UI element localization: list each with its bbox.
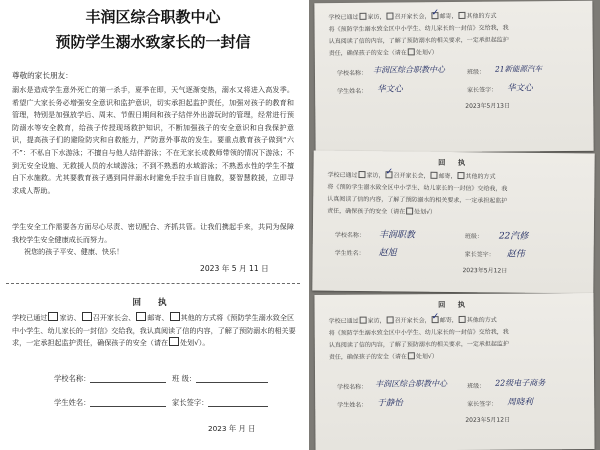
photo2-line1: 学校已通过 家访，✓召开家长会， 邮寄， 其他的方式 — [327, 167, 496, 181]
photo2-body3 — [327, 207, 436, 218]
photo3-date: 2023年5月12日 — [465, 416, 511, 424]
photo1-parent-value: 华文心 — [507, 83, 533, 94]
photo2-class-value: 22汽修 — [498, 231, 529, 242]
photo3-opt3: 邮寄， — [439, 316, 458, 325]
photo3-parent-label: 家长签字： — [467, 400, 498, 408]
photo2-header: 学校已通过 — [327, 171, 358, 179]
photo1-line1: 学校已通过 家访， 召开家长会，✓邮寄， 其他的方式 — [328, 8, 497, 22]
class-blank[interactable] — [196, 374, 268, 383]
photo1-class-value: 21新能源汽车 — [494, 64, 543, 74]
photo1-body4: 处划√） — [415, 49, 438, 57]
photo3-school-label: 学校名称： — [337, 383, 368, 391]
photo2-parent-value: 赵伟 — [506, 249, 525, 260]
photo3-opt1: 家访， — [367, 317, 386, 325]
checkbox-home-visit[interactable] — [48, 312, 58, 321]
student-name-field[interactable] — [54, 398, 166, 408]
photo2-title: 回 执 — [438, 157, 471, 168]
receipt-body — [12, 312, 296, 350]
photo3-school-value: 丰润区综合职教中心 — [375, 379, 448, 389]
photo2-student-label: 学生姓名： — [334, 249, 365, 258]
letter-closing: 祝您的孩子平安、健康、快乐！ — [24, 247, 124, 256]
photo3-class-label: 班级： — [467, 382, 486, 390]
class-label: 班 级： — [172, 374, 197, 383]
photo3-body3-text: 责任，确保孩子的安全（请在 — [328, 353, 407, 361]
receipt-opt3: 邮寄、 — [147, 313, 169, 322]
letter-paragraph-1: 溺水是造成学生意外死亡的第一杀手，夏季在即，天气逐渐变热，溺水又将进入高发季。希望广大家长务必增强安全意识和监护意识，切实承担起监护责任，加强对孩子的教育和管理，特别是加强放学后、周末、节假日期间和孩子结伴外出游玩时的管理，经常进行预防溺水等安全教育，给孩子传授现场救护知识，不断加强孩子的安全意识和自我保护意识，提高孩子们的避险防灾和自救能力，严防意外事故的发生。要重点教育孩子做到“六不”：不私自下水游泳；不擅自与他人结伴游泳；不在无家长或教师带领的情况下游泳；不到无安全设施、无救援人员的水域游泳；不到不熟悉的水域游泳；不熟悉水性的学生不擅自下水施救。尤其要教育孩子遇到同伴溺水时避免手拉手盲目施救，要智慧救援，立即寻求成人帮助。 — [12, 85, 294, 195]
letter-date: 2023 年 5 月 11 日 — [200, 264, 269, 273]
parent-signature-label: 家长签字： — [172, 398, 209, 407]
photo1-school-value: 丰润区综合职教中心 — [372, 65, 445, 75]
photo1-opt3: 邮寄， — [439, 12, 458, 21]
checkbox-sample — [169, 337, 179, 346]
cut-line-divider — [6, 283, 300, 284]
photo1-opt2: 召开家长会， — [394, 13, 431, 21]
photo1-opt4: 其他的方式 — [466, 12, 497, 20]
receipt-photo-3 — [314, 293, 594, 450]
receipt-photo-2 — [312, 151, 594, 294]
photo2-school-value: 丰润职教 — [378, 230, 415, 241]
photo1-header: 学校已通过 — [328, 13, 359, 22]
photo2-school-label: 学校名称： — [334, 231, 365, 240]
photo1-date: 2023年5月13日 — [465, 102, 511, 110]
photo2-body1: 将《预防学生溺水致全区中小学生、幼儿家长的一封信》交给我，我 — [327, 183, 508, 193]
photo1-body2: 认真阅读了信的内容，了解了预防溺水的相关要求，一定承担起监护 — [328, 36, 509, 46]
letter-greeting: 尊敬的家长朋友： — [12, 71, 73, 80]
receipt-text-c: 处划√）。 — [180, 338, 210, 348]
school-name-label: 学校名称： — [54, 374, 91, 383]
photo3-title: 回 执 — [438, 299, 470, 310]
photo1-opt1: 家访， — [367, 13, 386, 21]
class-field[interactable] — [172, 374, 268, 384]
photo2-opt2: 召开家长会， — [393, 172, 430, 180]
photo3-body4: 处划√） — [415, 353, 438, 361]
receipt-title: 回 执 — [132, 298, 174, 308]
checkbox-parent-meeting[interactable] — [82, 312, 92, 321]
receipt-opt1: 家访、 — [59, 313, 81, 322]
photo2-date: 2023年5月12日 — [462, 267, 508, 275]
receipt-text-b: 将《预防学生溺水致全区中小学生、幼儿家长的一封信》交给我，我认真阅读了信的内容，了解了预防溺水的相关要求，一定承担起监护责任，确保孩子的安全（请在 — [12, 313, 296, 348]
photo3-body1: 将《预防学生溺水致全区中小学生、幼儿家长的一封信》交给我，我 — [328, 328, 509, 337]
photo2-opt4: 其他的方式 — [465, 173, 496, 181]
receipt-opt4: 其他的方式 — [180, 313, 217, 322]
receipts-photo — [309, 0, 600, 450]
photo3-student-label: 学生姓名： — [337, 401, 368, 409]
photo2-student-value: 赵旭 — [378, 248, 397, 259]
parent-signature-blank[interactable] — [208, 398, 268, 407]
photo2-parent-label: 家长签字： — [464, 251, 495, 259]
receipt-photo-1 — [314, 1, 593, 153]
letter-title-line1: 丰润区综合职教中心 — [85, 8, 221, 26]
photo2-class-label: 班级： — [464, 233, 483, 241]
photo3-opt2: 召开家长会， — [394, 317, 431, 325]
photo1-school-label: 学校名称： — [336, 69, 368, 78]
photo2-body2: 认真阅读了信的内容，了解了预防溺水的相关要求，一定承担起监护 — [327, 195, 508, 205]
photo2-body4: 处划√） — [414, 208, 436, 216]
photo3-body2: 认真阅读了信的内容，了解了预防溺水的相关要求，一定承担起监护 — [328, 340, 509, 349]
letter-title-line2: 预防学生溺水致家长的一封信 — [55, 33, 251, 51]
photo1-student-label: 学生姓名： — [337, 87, 368, 96]
checkbox-mail[interactable] — [136, 312, 146, 321]
checkbox-other[interactable] — [170, 312, 180, 321]
photo3-body3 — [329, 352, 438, 362]
school-name-field[interactable] — [54, 374, 166, 384]
receipt-date: 2023 年 月 日 — [208, 424, 256, 433]
receipt-text-a: 学校已通过 — [12, 313, 48, 322]
photo3-parent-value: 周晓利 — [507, 397, 533, 408]
photo3-student-value: 于静怡 — [377, 398, 403, 409]
photo1-body1: 将《预防学生溺水致全区中小学生、幼儿家长的一封信》交给我，我 — [328, 24, 509, 34]
photo3-class-value: 22级电子商务 — [495, 378, 546, 388]
letter-paragraph-2: 学生安全工作需要各方面尽心尽责、密切配合、齐抓共管。让我们携起手来，共同为保障我校学生安全健康成长而努力。 — [12, 222, 294, 244]
photo1-body3-text: 责任，确保孩子的安全（请在 — [328, 49, 407, 58]
photo2-opt3: 邮寄， — [438, 172, 457, 181]
photo1-body3 — [329, 48, 438, 58]
parent-signature-field[interactable] — [172, 398, 268, 408]
student-name-blank[interactable] — [90, 398, 166, 407]
photo3-line1: 学校已通过 家访， 召开家长会，✓邮寄， 其他的方式 — [328, 312, 497, 325]
student-name-label: 学生姓名： — [54, 398, 91, 407]
photo1-parent-label: 家长签字： — [467, 86, 498, 94]
photo1-class-label: 班级： — [466, 68, 486, 76]
photo3-header: 学校已通过 — [328, 317, 359, 325]
receipt-opt2: 召开家长会、 — [92, 313, 136, 322]
school-name-blank[interactable] — [90, 374, 166, 383]
photo1-student-value: 华文心 — [377, 84, 403, 95]
photo3-opt4: 其他的方式 — [466, 316, 497, 324]
photo2-opt1: 家访， — [366, 172, 385, 180]
photo2-body3-text: 责任，确保孩子的安全（请在 — [327, 207, 406, 216]
